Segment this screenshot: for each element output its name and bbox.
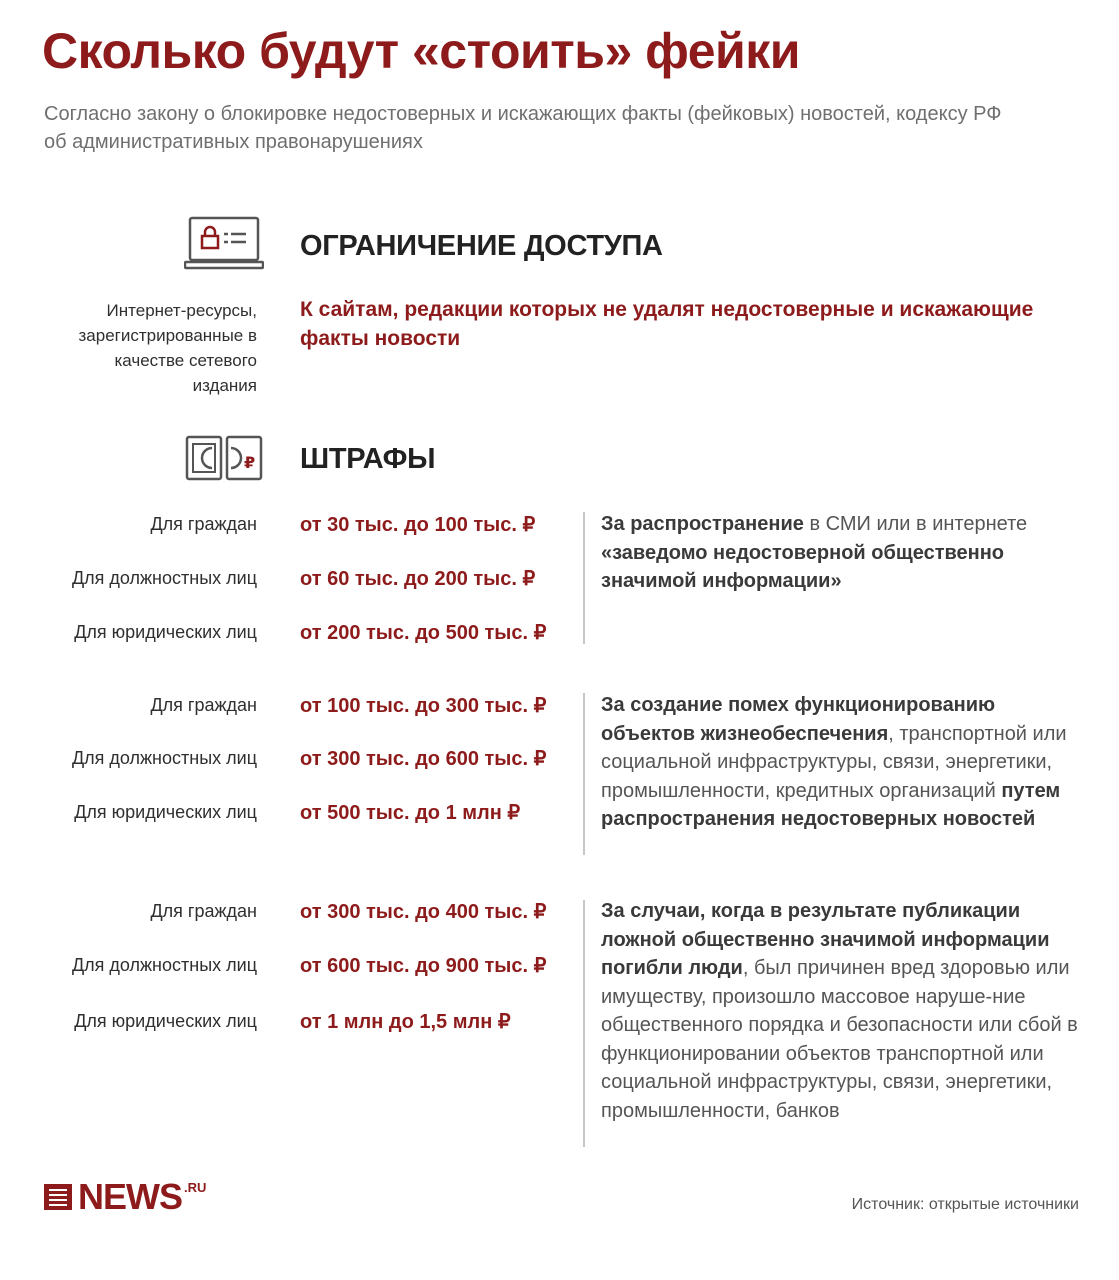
fine-description <box>601 897 1081 1125</box>
banknote-ruble-icon <box>184 434 264 490</box>
fine-amount: от 200 тыс. до 500 тыс. ₽ <box>300 622 547 644</box>
divider-line <box>583 512 585 644</box>
logo-mark-icon <box>44 1182 74 1212</box>
fine-label-legal-entities: Для юридических лиц <box>74 622 257 642</box>
description-text: , был причинен вред здоровью или имуществу, произошло массовое наруше-ние общественного порядка и безопасности или сбой в функционировании объектов транспортной или социальной инфраструктуры, связи, энергетики, промышленности, банков <box>601 957 1078 1122</box>
fine-label-citizens: Для граждан <box>150 695 257 715</box>
description-bold: путем распространения недостоверных новостей <box>601 779 1061 830</box>
fine-amount: от 600 тыс. до 900 тыс. ₽ <box>300 955 547 977</box>
page-subtitle: Согласно закону о блокировке недостоверных и искажающих факты (фейковых) новостей, кодексу РФ об административных правонарушениях <box>44 103 1002 153</box>
description-bold: За создание помех функционированию объектов жизнеобеспечения <box>601 694 996 745</box>
laptop-lock-icon <box>184 216 264 272</box>
restriction-text: К сайтам, редакции которых не удалят недостоверные и искажающие факты новости <box>300 298 1034 350</box>
fine-description <box>601 510 1081 596</box>
fine-label-officials: Для должностных лиц <box>71 568 257 588</box>
logo-domain: .RU <box>184 1180 207 1195</box>
fine-label-citizens: Для граждан <box>150 514 257 534</box>
fine-description <box>601 691 1081 834</box>
fine-label-officials: Для должностных лиц <box>71 748 257 768</box>
restriction-subject: Интернет-ресурсы, зарегистрированные в качестве сетевого издания <box>78 301 257 395</box>
page-title: Сколько будут «стоить» фейки <box>42 23 801 79</box>
divider-line <box>583 693 585 855</box>
restriction-heading: ОГРАНИЧЕНИЕ ДОСТУПА <box>300 230 663 262</box>
description-bold: За случаи, когда в результате публикации ложной общественно значимой информации погибли люди <box>601 900 1050 979</box>
svg-text:₽: ₽ <box>244 453 256 472</box>
divider-line <box>583 900 585 1147</box>
fine-amount: от 30 тыс. до 100 тыс. ₽ <box>300 514 536 536</box>
description-bold: «заведомо недостоверной общественно значимой информации» <box>601 541 1005 592</box>
fine-label-citizens: Для граждан <box>150 901 257 921</box>
fine-amount: от 500 тыс. до 1 млн ₽ <box>300 802 521 824</box>
fine-label-legal-entities: Для юридических лиц <box>74 1011 257 1031</box>
fine-label-legal-entities: Для юридических лиц <box>74 802 257 822</box>
fine-amount: от 1 млн до 1,5 млн ₽ <box>300 1011 511 1033</box>
fine-amount: от 100 тыс. до 300 тыс. ₽ <box>300 695 547 717</box>
source-note: Источник: открытые источники <box>851 1196 1079 1213</box>
description-bold: За распространение <box>601 513 804 535</box>
fine-amount: от 60 тыс. до 200 тыс. ₽ <box>300 568 536 590</box>
fines-heading: ШТРАФЫ <box>300 443 436 475</box>
fine-label-officials: Для должностных лиц <box>71 955 257 975</box>
fine-amount: от 300 тыс. до 400 тыс. ₽ <box>300 901 547 923</box>
logo-text: NEWS <box>78 1176 182 1217</box>
description-text: в СМИ или в интернете <box>803 513 1028 535</box>
news-logo <box>44 1176 206 1218</box>
description-text: , транспортной или социальной инфраструктуры, связи, энергетики, промышленности, кредитных организаций <box>601 722 1067 802</box>
fine-amount: от 300 тыс. до 600 тыс. ₽ <box>300 748 547 770</box>
